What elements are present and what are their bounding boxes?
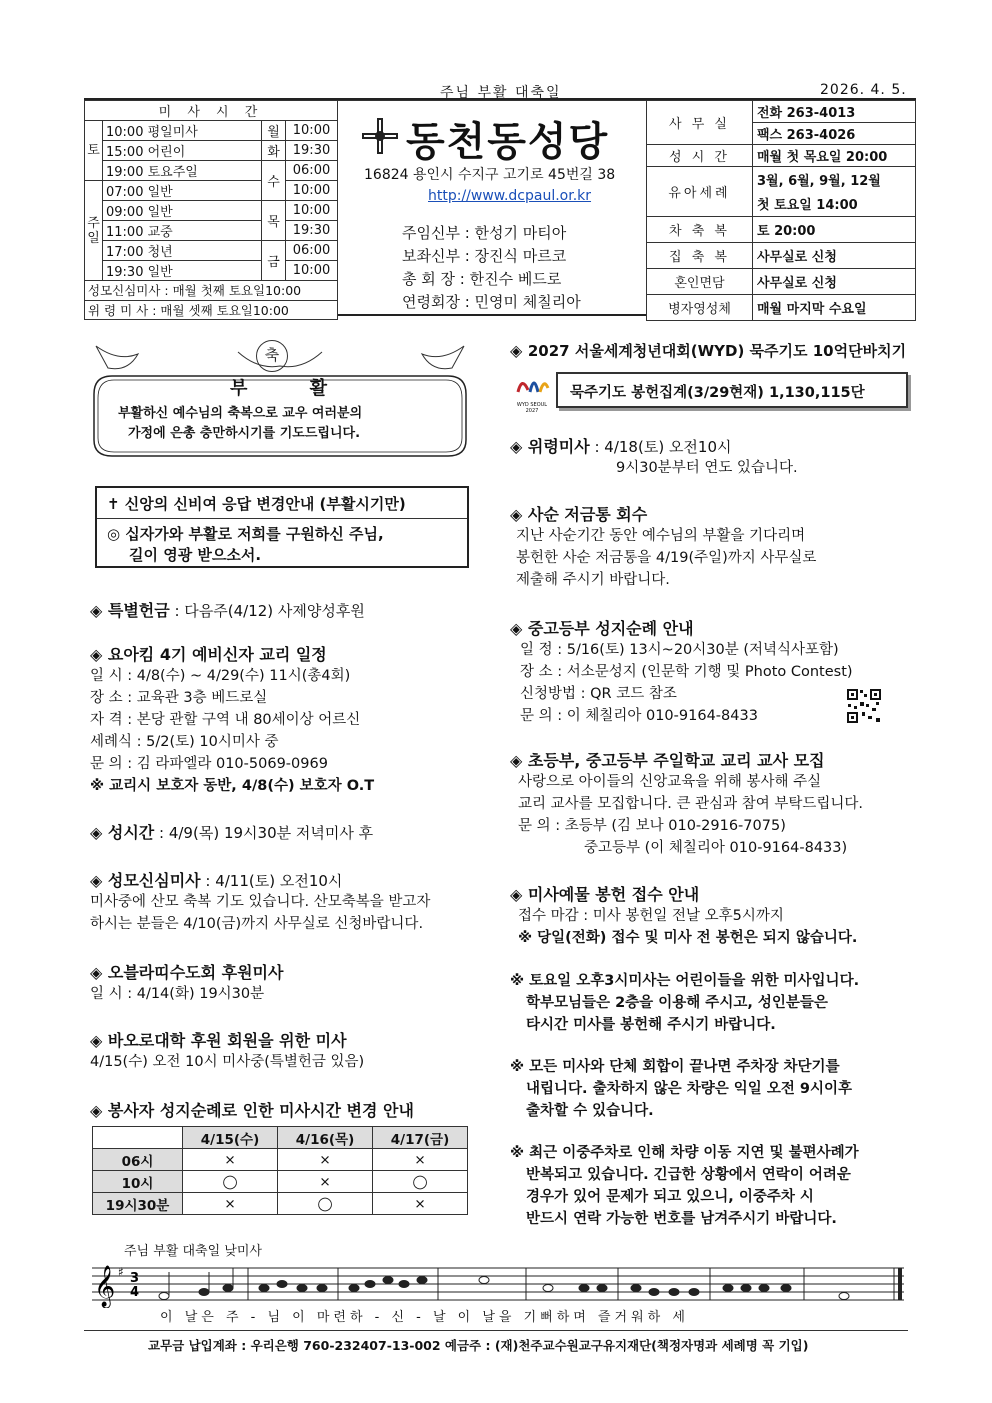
cell-2-3: ◯ [373, 1171, 468, 1193]
music-staff [88, 1258, 908, 1308]
holy-hour-value: 매월 첫 목요일 20:00 [753, 145, 916, 167]
infant-baptism-time: 첫 토요일 14:00 [753, 192, 916, 217]
treble-clef-icon: 𝄞 [94, 1266, 116, 1307]
schedule-change-title: 봉사자 성지순례로 인한 미사시간 변경 안내 [107, 1101, 414, 1120]
weekday-wed: 수 [262, 161, 286, 201]
oblates-line-1: 일 시 : 4/14(화) 19시30분 [90, 986, 265, 1002]
mass-offering-title: 미사예물 봉헌 접수 안내 [527, 885, 700, 904]
cell-3-2: ◯ [278, 1193, 373, 1215]
teachers-line-1: 사랑으로 아이들의 신앙교육을 위해 봉사해 주실 [518, 774, 822, 790]
teachers-title: 초등부, 중고등부 주일학교 교리 교사 모집 [527, 751, 825, 770]
rosary-count-box: 묵주기도 봉헌집계(3/29현재) 1,130,115단 [556, 372, 908, 408]
special-offering-text: : 다음주(4/12) 사제양성후원 [169, 602, 365, 620]
pilgrimage-line-1: 일 정 : 5/16(토) 13시~20시30분 (저녁식사포함) [520, 642, 839, 658]
music-lyrics: 이 날은 주 - 님 이 마련하 - 신 - 날 이 날을 기뻐하며 즐거워하 세 [160, 1310, 689, 1325]
wyd-logo-text: WYD SEOUL 2027 [516, 402, 548, 414]
requiem-line-1: 9시30분부터 연도 있습니다. [616, 460, 798, 476]
cell-2-2: × [278, 1171, 373, 1193]
schedule-change-section: ◈ 봉사자 성지순례로 인한 미사시간 변경 안내 [90, 1101, 414, 1120]
note2-line-3: 출차할 수 있습니다. [526, 1103, 654, 1119]
weekday-mon: 월 [262, 121, 286, 141]
teachers-line-2: 교리 교사를 모집합니다. 큰 관심과 참여 부탁드립니다. [518, 796, 864, 812]
office-fax: 팩스 263-4026 [753, 123, 916, 145]
weekday-fri-time-1: 06:00 [286, 241, 338, 261]
church-address: 16824 용인시 수지구 고기로 45번길 38 [364, 167, 616, 183]
cell-1-3: × [373, 1149, 468, 1171]
weekday-fri-time-2: 10:00 [286, 261, 338, 281]
mass-times-title: 미 사 시 간 [85, 101, 338, 121]
row-time-1: 06시 [93, 1149, 183, 1171]
row-time-2: 10시 [93, 1171, 183, 1193]
yoakim-line-5: 문 의 : 김 라파엘라 010-5069-0969 [90, 756, 328, 772]
marian-mass-text: : 4/11(토) 오전10시 [200, 872, 343, 890]
note1-line-3: 타시간 미사를 봉헌해 주시기 바랍니다. [526, 1017, 776, 1033]
mass-sun-3: 11:00 교중 [103, 221, 262, 241]
sick-communion-label: 병자영성체 [647, 295, 753, 321]
paul-college-section: ◈ 바오로대학 후원 회원을 위한 미사 4/15(수) 오전 10시 미사중(특별헌금 있음) [90, 1028, 364, 1073]
pilgrimage-line-4: 문 의 : 이 체칠리아 010-9164-8433 [520, 708, 758, 724]
easter-message-1: 부활하신 예수님의 축복으로 교우 여러분의 [118, 406, 363, 421]
children-mass-note [510, 970, 859, 1036]
yoakim-section: ◈ 요아킴 4기 예비신자 교리 일정 일 시 : 4/8(수) ~ 4/29(수) 11시(총4회) 장 소 : 교육관 3층 베드로실 자 격 : 본당 관할 구역 내 80세이상 어르신 세례식 : 5/2(토) 10시미사 중 문 의 : 김 라파엘라 010-5069-0969 ※ 교리시 보호자 동반, 4/8(수) 보호자 O.T [90, 642, 374, 797]
marian-mass-footer: 성모신심미사 : 매월 첫째 토요일10:00 [85, 281, 338, 301]
holy-hour-title: 성시간 [107, 823, 155, 842]
note3-line-1: ※ 최근 이중주차로 인해 차량 이동 지연 및 불편사례가 [510, 1145, 859, 1161]
requiem-title: 위령미사 [527, 437, 590, 456]
cell-1-2: × [278, 1149, 373, 1171]
col-header-3: 4/17(금) [373, 1127, 468, 1149]
mass-sat-2: 15:00 어린이 [103, 141, 262, 161]
weekday-wed-time-2: 10:00 [286, 181, 338, 201]
pilgrimage-title: 중고등부 성지순례 안내 [527, 619, 694, 638]
paul-college-line-1: 4/15(수) 오전 10시 미사중(특별헌금 있음) [90, 1054, 365, 1070]
schedule-change-table [92, 1126, 468, 1215]
mass-sun-4: 17:00 청년 [103, 241, 262, 261]
mass-sun-5: 19:30 일반 [103, 261, 262, 281]
mass-offering-line-1: 접수 마감 : 미사 봉헌일 전날 오후5시까지 [518, 908, 784, 924]
office-info-table [646, 100, 916, 321]
saturday-label: 토 [85, 121, 103, 181]
weekday-thu: 목 [262, 201, 286, 241]
yoakim-line-3: 자 격 : 본당 관할 구역 내 80세이상 어르신 [90, 712, 361, 728]
mass-sun-2: 09:00 일반 [103, 201, 262, 221]
note3-line-3: 경우가 있어 문제가 되고 있으니, 이중주차 시 [526, 1189, 814, 1205]
infant-baptism-label: 유아세례 [647, 167, 753, 217]
row-time-3: 19시30분 [93, 1193, 183, 1215]
mass-sat-1: 10:00 평일미사 [103, 121, 262, 141]
yoakim-title: 요아킴 4기 예비신자 교리 일정 [107, 645, 327, 664]
double-parking-note [510, 1142, 859, 1230]
marian-mass-section: ◈ 성모신심미사 : 4/11(토) 오전10시 미사중에 산모 축복 기도 있습니다. 산모축복을 받고자 하시는 분들은 4/10(금)까지 사무실로 신청바랍니다. [90, 868, 430, 935]
cross-icon [360, 116, 400, 156]
mass-sun-1: 07:00 일반 [103, 181, 262, 201]
weekday-fri: 금 [262, 241, 286, 281]
time-signature: 3 [130, 1271, 140, 1286]
special-offering-title: 특별헌금 [107, 601, 170, 620]
feast-title: 주님 부활 대축일 [440, 85, 562, 101]
weekday-tue-time: 19:30 [286, 141, 338, 161]
pilgrimage-line-3: 신청방법 : QR 코드 참조 [520, 686, 677, 702]
wyd-logo [512, 370, 552, 414]
note1-line-1: ※ 토요일 오후3시미사는 어린이들을 위한 미사입니다. [510, 973, 860, 989]
lent-box-section: ◈ 사순 저금통 회수 지난 사순기간 동안 예수님의 부활을 기다리며 봉헌한 사순 저금통을 4/19(주일)까지 사무실로 제출해 주시기 바랍니다. [510, 502, 816, 591]
marian-mass-line-1: 미사중에 산모 축복 기도 있습니다. 산모축복을 받고자 [90, 894, 431, 910]
holy-hour-label: 성 시 간 [647, 145, 753, 167]
requiem-mass-footer: 위 령 미 사 : 매월 셋째 토요일10:00 [85, 300, 338, 320]
lent-box-line-1: 지난 사순기간 동안 예수님의 부활을 기다리며 [516, 528, 806, 544]
oblates-title: 오블라띠수도회 후원미사 [107, 963, 284, 982]
music-title: 주님 부활 대축일 낮미사 [124, 1244, 262, 1259]
yoakim-line-2: 장 소 : 교육관 3층 베드로실 [90, 690, 268, 706]
staff-assistant: 보좌신부 : 장진식 마르코 [402, 247, 567, 265]
weekday-mon-time: 10:00 [286, 121, 338, 141]
teachers-line-3: 문 의 : 초등부 (김 보나 010-2916-7075) [518, 818, 786, 834]
notice-line-2: 길이 영광 받으소서. [129, 546, 262, 564]
mass-times-table [84, 100, 338, 320]
house-blessing-label: 집 축 복 [647, 243, 753, 269]
cell-3-1: × [183, 1193, 278, 1215]
mass-offering-section: ◈ 미사예물 봉헌 접수 안내 접수 마감 : 미사 봉헌일 전날 오후5시까지 ※ 당일(전화) 접수 및 미사 전 봉헌은 되지 않습니다. [510, 882, 857, 949]
staff-president: 총 회 장 : 한진수 베드로 [402, 270, 562, 288]
weekday-tue: 화 [262, 141, 286, 161]
car-blessing-label: 차 축 복 [647, 217, 753, 243]
note2-line-1: ※ 모든 미사와 단체 회합이 끝나면 주차장 차단기를 [510, 1059, 840, 1075]
yoakim-note: ※ 교리시 보호자 동반, 4/8(수) 보호자 O.T [90, 778, 375, 794]
teachers-line-4: 중고등부 (이 체칠리아 010-9164-8433) [584, 840, 848, 856]
holy-hour-section: ◈ 성시간 : 4/9(목) 19시30분 저녁미사 후 [90, 823, 374, 842]
easter-badge: 축 [256, 340, 288, 372]
teachers-section: ◈ 초등부, 중고등부 주일학교 교리 교사 모집 사랑으로 아이들의 신앙교육을 위해 봉사해 주실 교리 교사를 모집합니다. 큰 관심과 참여 부탁드립니다. 문 의 : 초등부 (김 보나 010-2916-7075) 중고등부 (이 체칠리아 010-9164-8433) [510, 748, 863, 859]
cell-1-1: × [183, 1149, 278, 1171]
weekday-thu-time-1: 10:00 [286, 201, 338, 221]
requiem-section: ◈ 위령미사 : 4/18(토) 오전10시 9시30분부터 연도 있습니다. [510, 434, 798, 479]
svg-text:4: 4 [130, 1285, 140, 1300]
paul-college-title: 바오로대학 후원 회원을 위한 미사 [107, 1031, 347, 1050]
requiem-text: : 4/18(토) 오전10시 [589, 438, 732, 456]
yoakim-line-4: 세례식 : 5/2(토) 10시미사 중 [90, 734, 279, 750]
lent-box-line-2: 봉헌한 사순 저금통을 4/19(주일)까지 사무실로 [516, 550, 817, 566]
wyd-title: 2027 서울세계청년대회(WYD) 묵주기도 10억단바치기 [527, 342, 907, 360]
easter-title: 부 활 [230, 378, 356, 399]
office-phone: 전화 263-4013 [753, 101, 916, 123]
easter-message-2: 가정에 은총 충만하시기를 기도드립니다. [128, 426, 361, 441]
yoakim-line-1: 일 시 : 4/8(수) ~ 4/29(수) 11시(총4회) [90, 668, 351, 684]
col-header-1: 4/15(수) [183, 1127, 278, 1149]
oblates-section: ◈ 오블라띠수도회 후원미사 일 시 : 4/14(화) 19시30분 [90, 960, 283, 1005]
sick-communion-value: 매월 마지막 수요일 [753, 295, 916, 321]
mass-sat-3: 19:00 토요주일 [103, 161, 262, 181]
notice-title: ✝ 신앙의 신비여 응답 변경안내 (부활시기만) [107, 495, 406, 513]
marriage-label: 혼인면담 [647, 269, 753, 295]
note3-line-4: 반드시 연락 가능한 번호를 남겨주시기 바랍니다. [526, 1211, 837, 1227]
note3-line-2: 반복되고 있습니다. 긴급한 상황에서 연락이 어려운 [526, 1167, 851, 1183]
lent-box-title: 사순 저금통 회수 [527, 505, 648, 524]
car-blessing-value: 토 20:00 [753, 217, 916, 243]
pilgrimage-section: ◈ 중고등부 성지순례 안내 일 정 : 5/16(토) 13시~20시30분 (저녁식사포함) 장 소 : 서소문성지 (인문학 기행 및 Photo Contest) 신청방법 : QR 코드 참조 문 의 : 이 체칠리아 010-9164-8433 [510, 616, 853, 727]
parking-gate-note [510, 1056, 852, 1122]
mass-offering-note: ※ 당일(전화) 접수 및 미사 전 봉헌은 되지 않습니다. [518, 930, 858, 946]
office-label: 사 무 실 [647, 101, 753, 145]
church-name: 동천동성당 [406, 119, 610, 165]
account-info: 교무금 납입계좌 : 우리은행 760-232407-13-002 예금주 : (재)천주교수원교구유지재단(책정자명과 세례명 꼭 기입) [148, 1338, 809, 1353]
marian-mass-title: 성모신심미사 [107, 871, 201, 890]
holy-hour-text: : 4/9(목) 19시30분 저녁미사 후 [154, 824, 374, 842]
staff-funeral: 연령회장 : 민영미 체칠리아 [402, 293, 581, 311]
response-change-notice [95, 486, 469, 568]
lent-box-line-3: 제출해 주시기 바랍니다. [516, 572, 670, 588]
staff-pastor: 주임신부 : 한성기 마티아 [402, 224, 567, 242]
special-offering-section: ◈ 특별헌금 : 다음주(4/12) 사제양성후원 [90, 601, 365, 620]
note2-line-2: 내립니다. 출차하지 않은 차량은 익일 오전 9시이후 [526, 1081, 853, 1097]
notice-line-1: ◎ 십자가와 부활로 저희를 구원하신 주님, [107, 525, 384, 543]
cell-3-3: × [373, 1193, 468, 1215]
marriage-value: 사무실로 신청 [753, 269, 916, 295]
bulletin-date: 2026. 4. 5. [820, 82, 907, 98]
footer-divider [84, 1330, 908, 1331]
note1-line-2: 학부모님들은 2층을 이용해 주시고, 성인분들은 [526, 995, 828, 1011]
qr-code-icon[interactable] [846, 688, 882, 724]
weekday-thu-time-2: 19:30 [286, 221, 338, 241]
house-blessing-value: 사무실로 신청 [753, 243, 916, 269]
svg-text:♯: ♯ [118, 1265, 124, 1279]
wyd-logo-icon [512, 370, 552, 398]
infant-baptism-months: 3월, 6월, 9월, 12월 [753, 167, 916, 192]
pilgrimage-line-2: 장 소 : 서소문성지 (인문학 기행 및 Photo Contest) [520, 664, 853, 680]
weekday-wed-time-1: 06:00 [286, 161, 338, 181]
cell-2-1: ◯ [183, 1171, 278, 1193]
sunday-label: 주일 [85, 181, 103, 281]
wyd-section: ◈ 2027 서울세계청년대회(WYD) 묵주기도 10억단바치기 [510, 341, 907, 360]
marian-mass-line-2: 하시는 분들은 4/10(금)까지 사무실로 신청바랍니다. [90, 916, 424, 932]
website-link[interactable]: http://www.dcpaul.or.kr [428, 188, 592, 204]
col-header-2: 4/16(목) [278, 1127, 373, 1149]
